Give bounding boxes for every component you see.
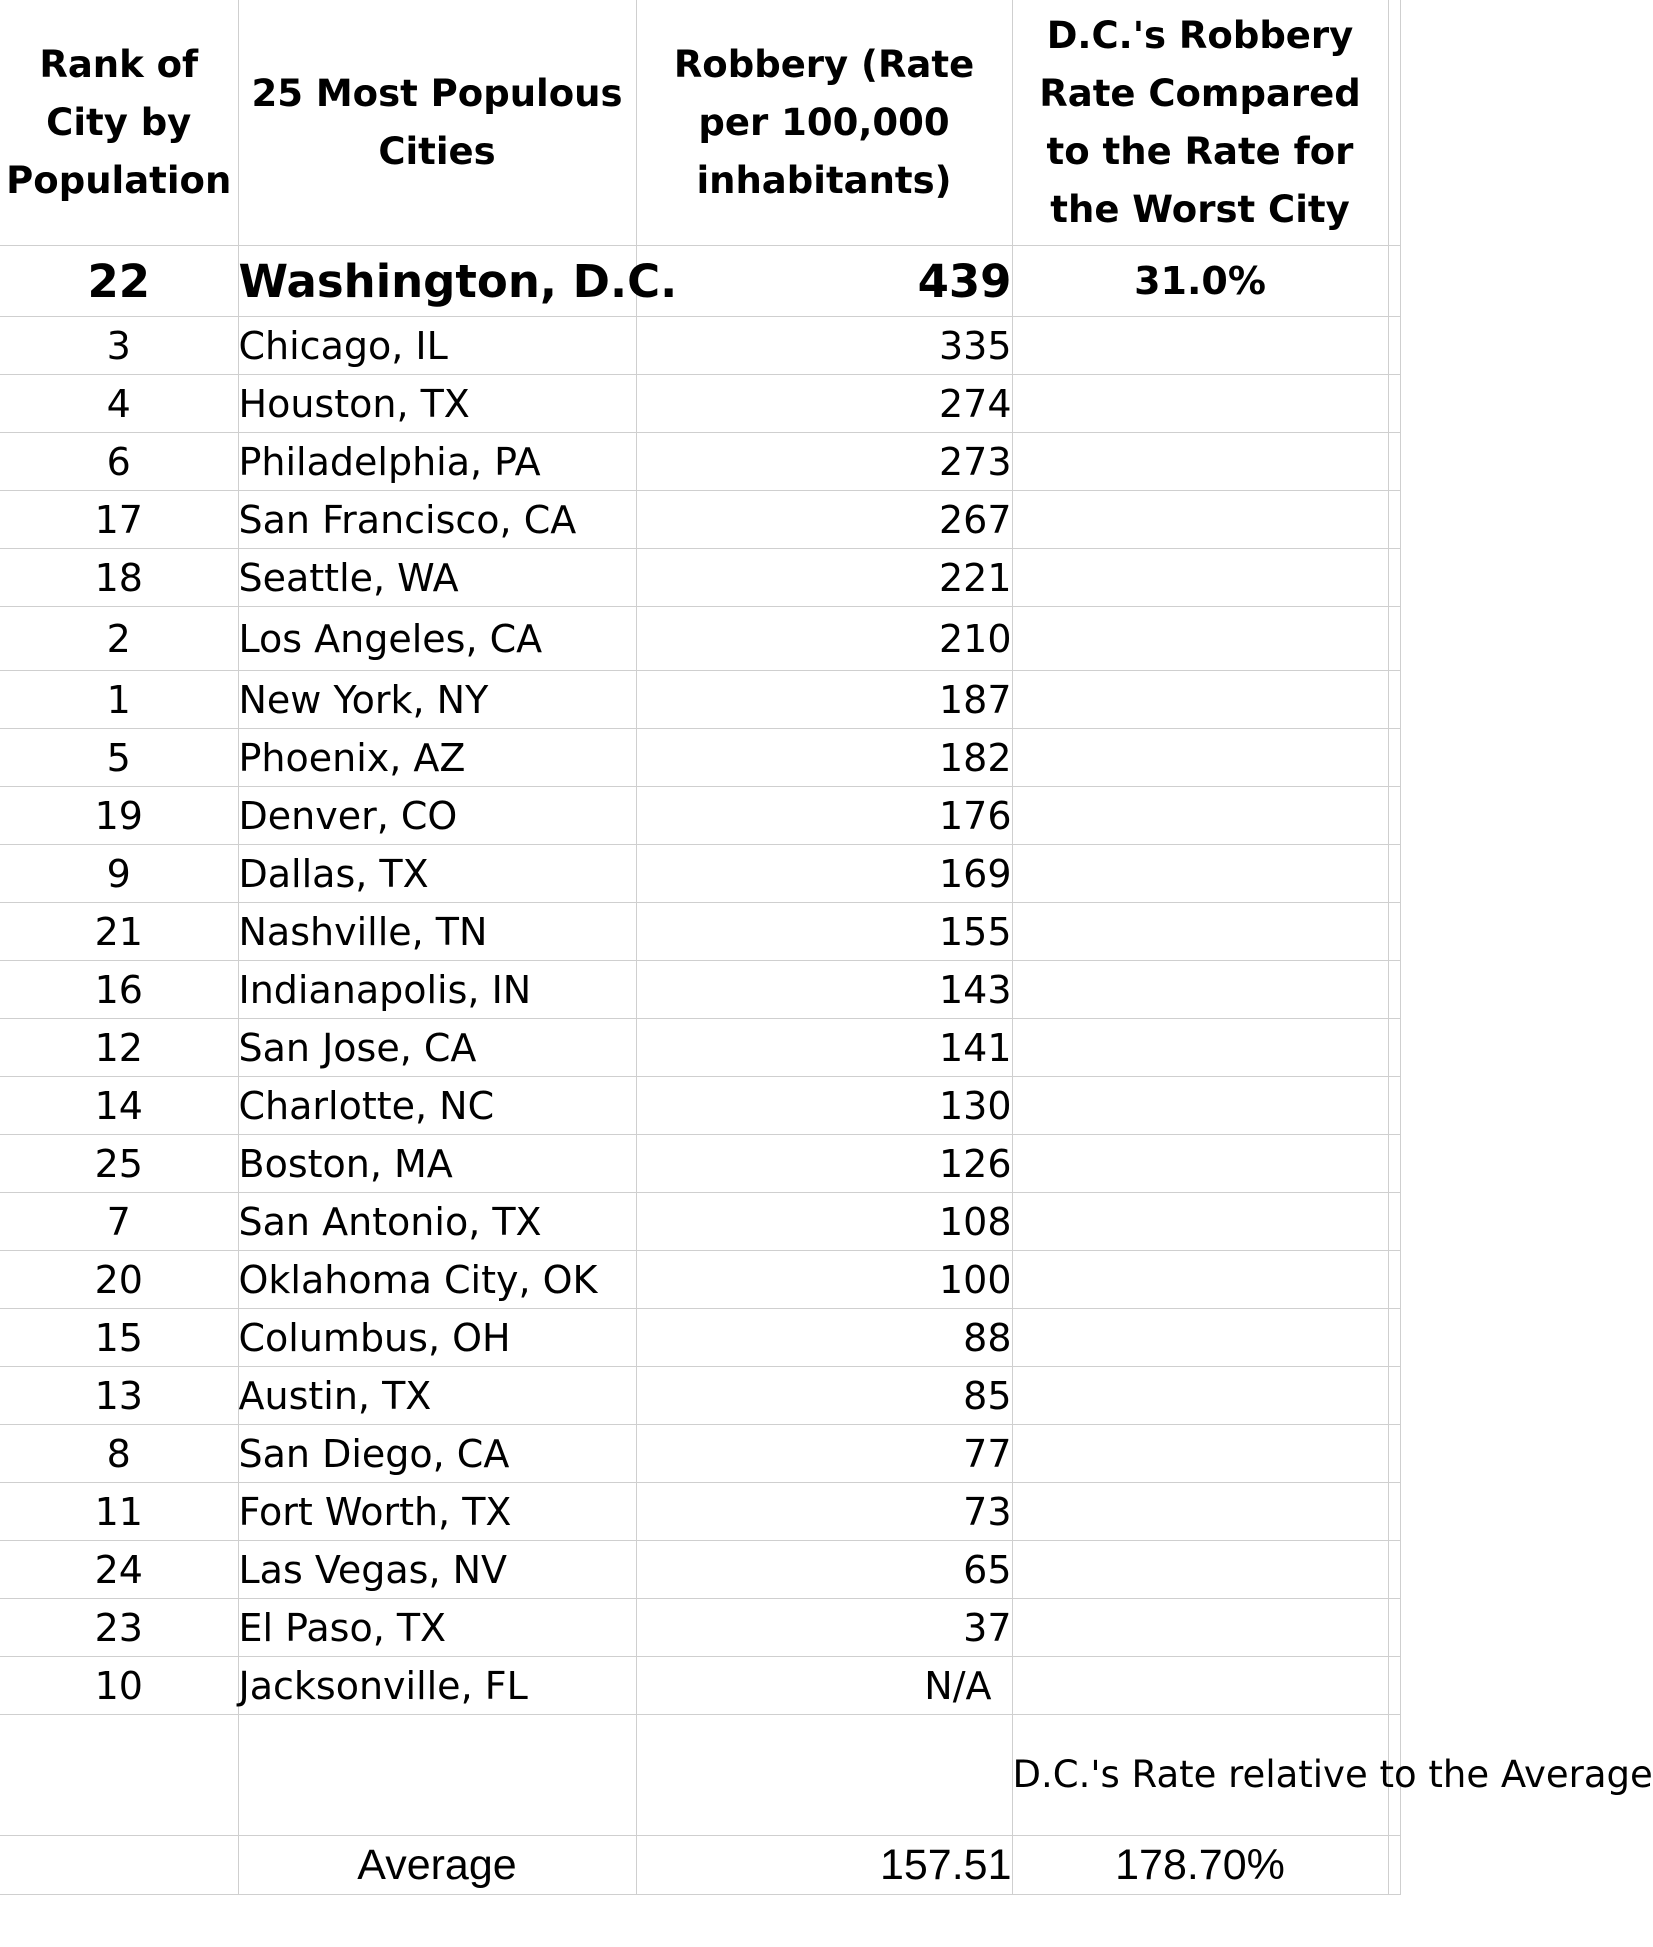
rank-cell[interactable]: 11 [0, 1483, 238, 1541]
rate-cell[interactable]: 73 [636, 1483, 1012, 1541]
extra-cell[interactable] [1388, 845, 1400, 903]
compare-cell[interactable] [1012, 1309, 1388, 1367]
average-label[interactable]: Average [238, 1836, 636, 1895]
extra-cell[interactable] [1388, 1599, 1400, 1657]
rate-cell[interactable]: 143 [636, 961, 1012, 1019]
rank-cell[interactable]: 3 [0, 317, 238, 375]
table-row [0, 1483, 1400, 1541]
rank-cell[interactable]: 23 [0, 1599, 238, 1657]
table-row [0, 729, 1400, 787]
empty-cell[interactable] [238, 1715, 636, 1836]
rate-cell[interactable]: 267 [636, 491, 1012, 549]
header-rank[interactable]: Rank of City by Population [0, 0, 238, 246]
rate-cell[interactable]: 37 [636, 1599, 1012, 1657]
rank-cell[interactable]: 19 [0, 787, 238, 845]
compare-cell[interactable] [1012, 1077, 1388, 1135]
compare-cell[interactable] [1012, 787, 1388, 845]
compare-cell[interactable] [1012, 1193, 1388, 1251]
table-row [0, 1309, 1400, 1367]
rank-cell[interactable]: 10 [0, 1657, 238, 1715]
table-row [0, 671, 1400, 729]
table-row [0, 1077, 1400, 1135]
table-row [0, 1657, 1400, 1715]
extra-cell[interactable] [1388, 607, 1400, 671]
rate-cell[interactable]: 88 [636, 1309, 1012, 1367]
city-cell[interactable]: San Francisco, CA [238, 491, 636, 549]
table-row [0, 375, 1400, 433]
rate-cell[interactable]: 155 [636, 903, 1012, 961]
rank-cell[interactable]: 22 [0, 246, 238, 317]
extra-cell[interactable] [1388, 1541, 1400, 1599]
rank-cell[interactable]: 20 [0, 1251, 238, 1309]
compare-cell[interactable]: 31.0% [1012, 246, 1388, 317]
rank-cell[interactable]: 14 [0, 1077, 238, 1135]
city-cell[interactable]: New York, NY [238, 671, 636, 729]
header-row [0, 0, 1400, 246]
rank-cell[interactable]: 18 [0, 549, 238, 607]
rank-cell[interactable]: 6 [0, 433, 238, 491]
table-row [0, 491, 1400, 549]
compare-cell[interactable] [1012, 433, 1388, 491]
table-row [0, 903, 1400, 961]
extra-cell[interactable] [1388, 1251, 1400, 1309]
rank-cell[interactable]: 8 [0, 1425, 238, 1483]
extra-cell[interactable] [1388, 491, 1400, 549]
compare-cell[interactable] [1012, 1367, 1388, 1425]
empty-cell[interactable] [636, 1715, 1012, 1836]
compare-cell[interactable] [1012, 1425, 1388, 1483]
extra-cell[interactable] [1388, 549, 1400, 607]
compare-cell[interactable] [1012, 1135, 1388, 1193]
compare-cell[interactable] [1012, 549, 1388, 607]
rate-cell[interactable]: 176 [636, 787, 1012, 845]
compare-cell[interactable] [1012, 961, 1388, 1019]
table-row [0, 1425, 1400, 1483]
table-row [0, 317, 1400, 375]
rate-cell[interactable]: 141 [636, 1019, 1012, 1077]
city-cell[interactable]: Indianapolis, IN [238, 961, 636, 1019]
relative-value[interactable]: 178.70% [1012, 1836, 1388, 1895]
extra-cell[interactable] [1388, 1836, 1400, 1895]
note-row [0, 1715, 1400, 1836]
table-row [0, 787, 1400, 845]
compare-cell[interactable] [1012, 607, 1388, 671]
city-cell[interactable]: Las Vegas, NV [238, 1541, 636, 1599]
extra-cell[interactable] [1388, 961, 1400, 1019]
rate-cell[interactable]: 335 [636, 317, 1012, 375]
city-cell[interactable]: San Jose, CA [238, 1019, 636, 1077]
city-cell[interactable]: San Diego, CA [238, 1425, 636, 1483]
city-cell[interactable]: Chicago, IL [238, 317, 636, 375]
empty-cell[interactable] [0, 1836, 238, 1895]
extra-cell[interactable] [1388, 787, 1400, 845]
rate-cell[interactable]: 126 [636, 1135, 1012, 1193]
compare-cell[interactable] [1012, 903, 1388, 961]
header-city[interactable]: 25 Most Populous Cities [238, 0, 636, 246]
city-cell[interactable]: Houston, TX [238, 375, 636, 433]
city-cell[interactable]: Austin, TX [238, 1367, 636, 1425]
extra-cell[interactable] [1388, 246, 1400, 317]
rate-cell[interactable]: 65 [636, 1541, 1012, 1599]
compare-cell[interactable] [1012, 1541, 1388, 1599]
header-rate[interactable]: Robbery (Rate per 100,000 inhabitants) [636, 0, 1012, 246]
compare-cell[interactable] [1012, 729, 1388, 787]
rate-cell[interactable]: 169 [636, 845, 1012, 903]
city-cell[interactable]: El Paso, TX [238, 1599, 636, 1657]
table-row [0, 1019, 1400, 1077]
city-cell[interactable]: Phoenix, AZ [238, 729, 636, 787]
compare-cell[interactable] [1012, 1657, 1388, 1715]
compare-cell[interactable] [1012, 1599, 1388, 1657]
city-cell[interactable]: Philadelphia, PA [238, 433, 636, 491]
extra-cell[interactable] [1388, 1077, 1400, 1135]
compare-cell[interactable] [1012, 1251, 1388, 1309]
extra-cell[interactable] [1388, 671, 1400, 729]
compare-cell[interactable] [1012, 1483, 1388, 1541]
note-cell[interactable]: D.C.'s Rate relative to the Average [1012, 1715, 1388, 1836]
table-row [0, 607, 1400, 671]
rate-cell[interactable]: 273 [636, 433, 1012, 491]
rank-cell[interactable]: 16 [0, 961, 238, 1019]
rank-cell[interactable]: 9 [0, 845, 238, 903]
rank-cell[interactable]: 4 [0, 375, 238, 433]
extra-cell[interactable] [1388, 317, 1400, 375]
compare-cell[interactable] [1012, 375, 1388, 433]
table-row [0, 845, 1400, 903]
rate-cell[interactable]: 85 [636, 1367, 1012, 1425]
extra-cell[interactable] [1388, 1367, 1400, 1425]
city-cell[interactable]: Los Angeles, CA [238, 607, 636, 671]
table-row [0, 1367, 1400, 1425]
rank-cell[interactable]: 1 [0, 671, 238, 729]
city-cell[interactable]: Seattle, WA [238, 549, 636, 607]
rate-cell[interactable]: 100 [636, 1251, 1012, 1309]
extra-cell[interactable] [1388, 1657, 1400, 1715]
table-row [0, 961, 1400, 1019]
rank-cell[interactable]: 17 [0, 491, 238, 549]
rate-cell[interactable]: N/A [636, 1657, 1012, 1715]
table-row [0, 1541, 1400, 1599]
header-compare[interactable]: D.C.'s Robbery Rate Compared to the Rate for the Worst City [1012, 0, 1388, 246]
extra-cell[interactable] [1388, 1425, 1400, 1483]
empty-cell[interactable] [0, 1715, 238, 1836]
table-row [0, 1251, 1400, 1309]
city-cell[interactable]: Oklahoma City, OK [238, 1251, 636, 1309]
rate-cell[interactable]: 439 [636, 246, 1012, 317]
city-cell[interactable]: Boston, MA [238, 1135, 636, 1193]
extra-cell[interactable] [1388, 433, 1400, 491]
city-cell[interactable]: Jacksonville, FL [238, 1657, 636, 1715]
extra-cell[interactable] [1388, 1135, 1400, 1193]
rate-cell[interactable]: 130 [636, 1077, 1012, 1135]
rank-cell[interactable]: 5 [0, 729, 238, 787]
extra-cell[interactable] [1388, 729, 1400, 787]
rank-cell[interactable]: 13 [0, 1367, 238, 1425]
compare-cell[interactable] [1012, 845, 1388, 903]
average-row [0, 1836, 1400, 1895]
table-row [0, 549, 1400, 607]
rank-cell[interactable]: 2 [0, 607, 238, 671]
rate-cell[interactable]: 274 [636, 375, 1012, 433]
city-cell[interactable]: Charlotte, NC [238, 1077, 636, 1135]
rank-cell[interactable]: 7 [0, 1193, 238, 1251]
city-cell[interactable]: Fort Worth, TX [238, 1483, 636, 1541]
rate-cell[interactable]: 187 [636, 671, 1012, 729]
rate-cell[interactable]: 77 [636, 1425, 1012, 1483]
rank-cell[interactable]: 24 [0, 1541, 238, 1599]
compare-cell[interactable] [1012, 317, 1388, 375]
city-cell[interactable]: Nashville, TN [238, 903, 636, 961]
average-value[interactable]: 157.51 [636, 1836, 1012, 1895]
extra-cell[interactable] [1388, 1483, 1400, 1541]
city-cell[interactable]: Washington, D.C. [238, 246, 636, 317]
compare-cell[interactable] [1012, 671, 1388, 729]
extra-cell[interactable] [1388, 1309, 1400, 1367]
rate-cell[interactable]: 210 [636, 607, 1012, 671]
city-cell[interactable]: Denver, CO [238, 787, 636, 845]
city-cell[interactable]: Columbus, OH [238, 1309, 636, 1367]
rank-cell[interactable]: 25 [0, 1135, 238, 1193]
extra-cell[interactable] [1388, 1019, 1400, 1077]
rank-cell[interactable]: 12 [0, 1019, 238, 1077]
extra-cell[interactable] [1388, 903, 1400, 961]
table-row [0, 1193, 1400, 1251]
extra-cell[interactable] [1388, 0, 1400, 246]
extra-cell[interactable] [1388, 375, 1400, 433]
table-row [0, 1135, 1400, 1193]
table-row [0, 433, 1400, 491]
compare-cell[interactable] [1012, 491, 1388, 549]
highlight-row [0, 246, 1400, 317]
rate-cell[interactable]: 221 [636, 549, 1012, 607]
compare-cell[interactable] [1012, 1019, 1388, 1077]
city-cell[interactable]: Dallas, TX [238, 845, 636, 903]
table-row [0, 1599, 1400, 1657]
extra-cell[interactable] [1388, 1193, 1400, 1251]
rank-cell[interactable]: 15 [0, 1309, 238, 1367]
rank-cell[interactable]: 21 [0, 903, 238, 961]
rate-cell[interactable]: 108 [636, 1193, 1012, 1251]
city-cell[interactable]: San Antonio, TX [238, 1193, 636, 1251]
rate-cell[interactable]: 182 [636, 729, 1012, 787]
